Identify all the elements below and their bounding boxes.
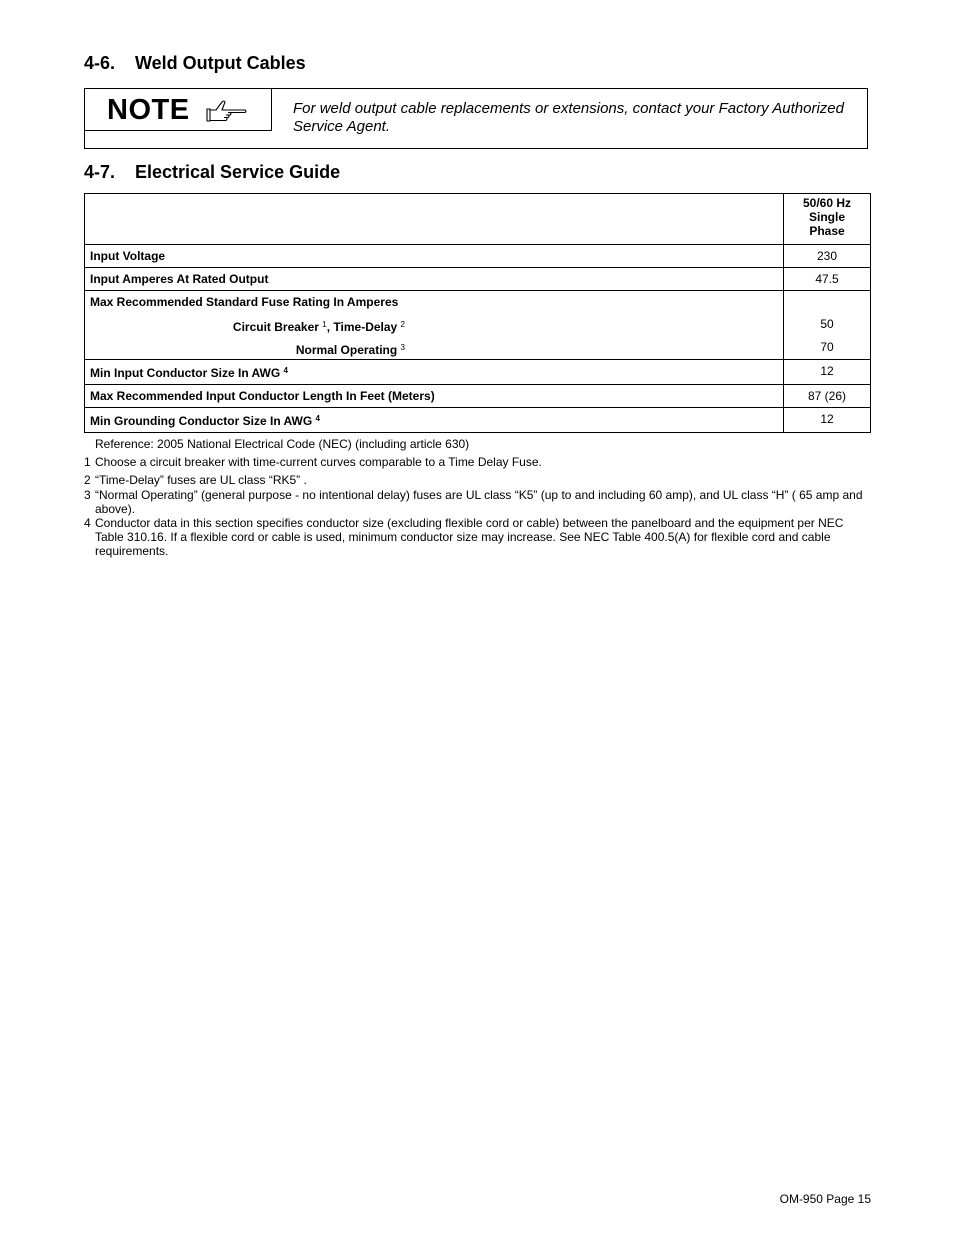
table-row xyxy=(85,385,871,408)
table-row xyxy=(85,408,871,433)
footnote-ref: 1 xyxy=(322,320,327,329)
row-label-cell xyxy=(85,360,784,385)
header-blank-cell xyxy=(85,194,784,245)
note-text: For weld output cable replacements or extensions, contact your Factory Authorized Service Agent. xyxy=(293,100,844,135)
note-box xyxy=(84,88,868,149)
row-label-cell xyxy=(85,408,784,433)
footnote xyxy=(84,473,874,487)
sub-label-normal-operating xyxy=(90,336,783,359)
electrical-service-guide-table xyxy=(84,193,871,433)
table-row xyxy=(85,360,871,385)
footnote xyxy=(84,516,874,558)
row-label: Max Recommended Input Conductor Length In Feet (Meters) xyxy=(85,385,784,408)
header-line: Phase xyxy=(809,224,845,238)
sub-label-text: Normal Operating xyxy=(295,343,401,357)
footnote xyxy=(84,455,874,469)
row-value: 230 xyxy=(784,245,871,268)
row-value: 70 xyxy=(820,340,834,354)
footnote xyxy=(84,488,874,516)
row-value: 50 xyxy=(820,317,834,331)
sub-label-text: Circuit Breaker xyxy=(232,320,323,334)
header-line: 50/60 Hz xyxy=(802,196,852,210)
table-header-row xyxy=(85,194,871,245)
footnote-number: 4 xyxy=(84,516,91,530)
section-heading-electrical-service-guide xyxy=(84,162,340,183)
table-row-fuse-rating xyxy=(85,291,871,360)
table-row xyxy=(85,245,871,268)
footnote-number: 2 xyxy=(84,473,91,487)
row-label: Max Recommended Standard Fuse Rating In Amperes xyxy=(90,295,399,309)
row-label: Input Voltage xyxy=(85,245,784,268)
footnote-text: Choose a circuit breaker with time-current curves comparable to a Time Delay Fuse. xyxy=(95,455,542,469)
section-title: Weld Output Cables xyxy=(135,53,306,73)
footnote-text: Conductor data in this section specifies conductor size (excluding flexible cord or cable) between the panelboard and the equipment per NEC Table 310.16. If a flexible cord or cable is used, minimum conductor size may increase. See NEC Table 400.5(A) for flexible cord and cable requirements. xyxy=(95,516,844,558)
note-label-box xyxy=(85,89,272,131)
footnote-number: 3 xyxy=(84,488,91,502)
section-heading-weld-output-cables xyxy=(84,53,306,74)
section-number: 4-7. xyxy=(84,162,116,182)
row-value: 87 (26) xyxy=(784,385,871,408)
header-line: Single xyxy=(808,210,845,224)
sub-label-circuit-breaker xyxy=(90,313,783,336)
footnote-ref: 3 xyxy=(400,343,405,352)
row-value: 12 xyxy=(784,408,871,433)
footnote-text: “Normal Operating” (general purpose - no intentional delay) fuses are UL class “K5” (up to and including 60 amp), and UL class “H” ( 65 amp and above). xyxy=(95,488,863,516)
table-row xyxy=(85,268,871,291)
section-title: Electrical Service Guide xyxy=(135,162,341,182)
row-value: 47.5 xyxy=(784,268,871,291)
reference-note: Reference: 2005 National Electrical Code (NEC) (including article 630) xyxy=(95,437,470,451)
row-label: Min Grounding Conductor Size In AWG xyxy=(90,414,316,428)
note-label: NOTE xyxy=(107,94,190,126)
row-label: Input Amperes At Rated Output xyxy=(85,268,784,291)
row-value-group xyxy=(784,291,871,360)
header-cell xyxy=(784,194,871,245)
section-number: 4-6. xyxy=(84,53,116,73)
footnote-ref: 2 xyxy=(400,320,405,329)
footnote-number: 1 xyxy=(84,455,91,469)
footnote-ref: 4 xyxy=(315,414,320,423)
row-label: Min Input Conductor Size In AWG xyxy=(90,366,284,380)
pointing-hand-icon xyxy=(206,100,248,127)
sub-label-text: , Time-Delay xyxy=(326,320,401,334)
row-label-group xyxy=(85,291,784,360)
page-footer: OM-950 Page 15 xyxy=(779,1192,871,1206)
footnote-ref: 4 xyxy=(283,366,288,375)
footnote-text: “Time-Delay” fuses are UL class “RK5” . xyxy=(95,473,307,487)
blank-value xyxy=(784,291,870,313)
row-value: 12 xyxy=(784,360,871,385)
